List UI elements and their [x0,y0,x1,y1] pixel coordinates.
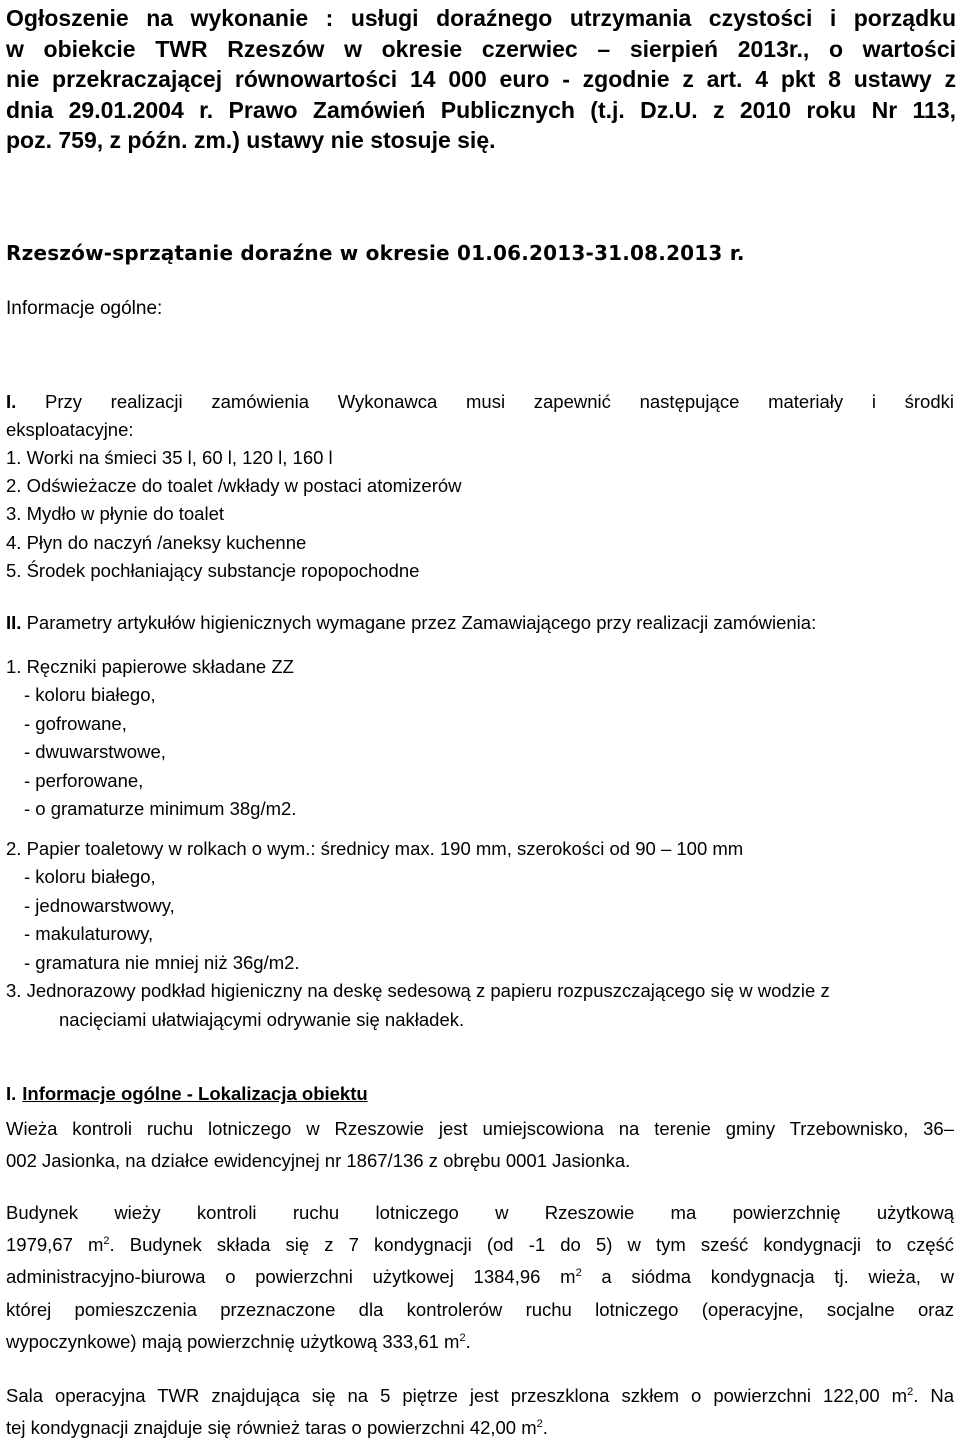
text-fragment: tej kondygnacji znajduje się również taras o powierzchni 42,00 m [6,1417,537,1438]
spec-line: - koloru białego, [24,866,156,888]
text-fragment: Sala operacyjna TWR znajdująca się na 5 piętrze jest przeszklona szkłem o powierzchni 122,00 m [6,1385,908,1406]
location-heading [6,1083,368,1105]
list-item: 5. Środek pochłaniający substancje ropopochodne [6,559,420,581]
text-fragment: . Na [913,1385,954,1406]
spec-line: - jednowarstwowy, [24,894,175,916]
text-fragment: . [465,1330,471,1352]
paragraph-line: Wieża kontroli ruchu lotniczego w Rzeszowie jest umiejscowiona na terenie gminy Trzebownisko, 36– [6,1118,954,1139]
list-item: 2. Odświeżacze do toalet /wkłady w postaci atomizerów [6,475,462,497]
location-paragraph [6,1113,954,1177]
location-heading-label: Informacje ogólne - Lokalizacja obiektu [22,1083,368,1104]
list-item: 3. Mydło w płynie do toalet [6,503,225,525]
paragraph-line: Budynek wieży kontroli ruchu lotniczego w Rzeszowie ma powierzchnię użytkową [6,1202,954,1223]
list-item-title: 2. Papier toaletowy w rolkach o wym.: średnicy max. 190 mm, szerokości od 90 – 100 mm [6,838,744,859]
superscript: 2 [103,1235,110,1248]
section-2-intro-text: Parametry artykułów higienicznych wymagane przez Zamawiającego przy realizacji zamówienia: [26,612,817,633]
superscript: 2 [575,1267,582,1280]
title-line: dnia 29.01.2004 r. Prawo Zamówień Publicznych (t.j. Dz.U. z 2010 roku Nr 113, [6,96,956,123]
text-fragment: a siódma kondygnacja tj. wieża, w [581,1266,954,1288]
title-line: poz. 759, z późn. zm.) ustawy nie stosuje się. [6,127,496,153]
paragraph-line: 002 Jasionka, na działce ewidencyjnej nr 1867/136 z obrębu 0001 Jasionka. [6,1150,631,1171]
title-line: Ogłoszenie na wykonanie : usługi doraźnego utrzymania czystości i porządku [6,5,956,31]
building-paragraph [6,1197,954,1358]
section-numeral: II. [6,612,22,633]
section-numeral: I. [6,1083,17,1104]
superscript: 2 [536,1417,543,1430]
section-1-intro-text-cont: eksploatacyjne: [6,419,134,440]
list-item-title: 1. Ręczniki papierowe składane ZZ [6,656,294,677]
text-fragment: . [542,1417,548,1438]
list-item: 1. Worki na śmieci 35 l, 60 l, 120 l, 160 l [6,447,333,468]
spec-line: - dwuwarstwowe, [24,741,166,763]
toilet-paper-spec [6,835,743,977]
text-fragment: wypoczynkowe) mają powierzchnię użytkową 333,61 m [6,1330,460,1352]
paper-towels-spec [6,653,296,823]
sub-heading: Rzeszów-sprzątanie doraźne w okresie 01.06.2013-31.08.2013 r. [6,241,745,265]
spec-line: - o gramaturze minimum 38g/m2. [24,798,297,820]
spec-line: - gofrowane, [24,712,127,734]
announcement-title [6,3,956,156]
spec-line: - perforowane, [24,769,144,791]
text-fragment: . Budynek składa się z 7 kondygnacji (od -1 do 5) w tym sześć kondygnacji to część [109,1234,954,1256]
paragraph-line [6,1326,954,1358]
section-numeral: I. [6,391,17,412]
materials-list [6,444,462,585]
text-fragment: administracyjno-biurowa o powierzchni użytkowej 1384,96 m [6,1266,576,1288]
section-1-intro-text: Przy realizacji zamówienia Wykonawca musi zapewnić następujące materiały i środki [44,391,954,412]
section-1-intro [6,388,954,444]
superscript: 2 [907,1385,914,1398]
spec-line: - gramatura nie mniej niż 36g/m2. [24,951,300,973]
title-line: w obiekcie TWR Rzeszów w okresie czerwiec – sierpień 2013r., o wartości [6,35,956,62]
seat-cover-spec [6,976,954,1034]
paragraph-line [6,1261,954,1293]
info-heading: Informacje ogólne: [6,298,163,319]
operations-room-paragraph [6,1380,954,1444]
paragraph-line [6,1229,954,1261]
spec-line: - makulaturowy, [24,923,154,945]
spec-line: - koloru białego, [24,684,156,706]
list-item-title-cont: nacięciami ułatwiającymi odrywanie się nakładek. [59,1009,465,1030]
paragraph-line [6,1380,954,1412]
paragraph-line [6,1412,954,1444]
section-2-intro [6,612,816,634]
list-item-title: 3. Jednorazowy podkład higieniczny na deskę sedesową z papieru rozpuszczającego się w wodzie z [6,980,830,1001]
list-item: 4. Płyn do naczyń /aneksy kuchenne [6,531,307,553]
title-line: nie przekraczającej równowartości 14 000 euro - zgodnie z art. 4 pkt 8 ustawy z [6,66,956,92]
paragraph-line: której pomieszczenia przeznaczone dla kontrolerów ruchu lotniczego (operacyjne, socjalne oraz [6,1298,954,1320]
superscript: 2 [459,1331,466,1344]
text-fragment: 1979,67 m [6,1234,104,1256]
